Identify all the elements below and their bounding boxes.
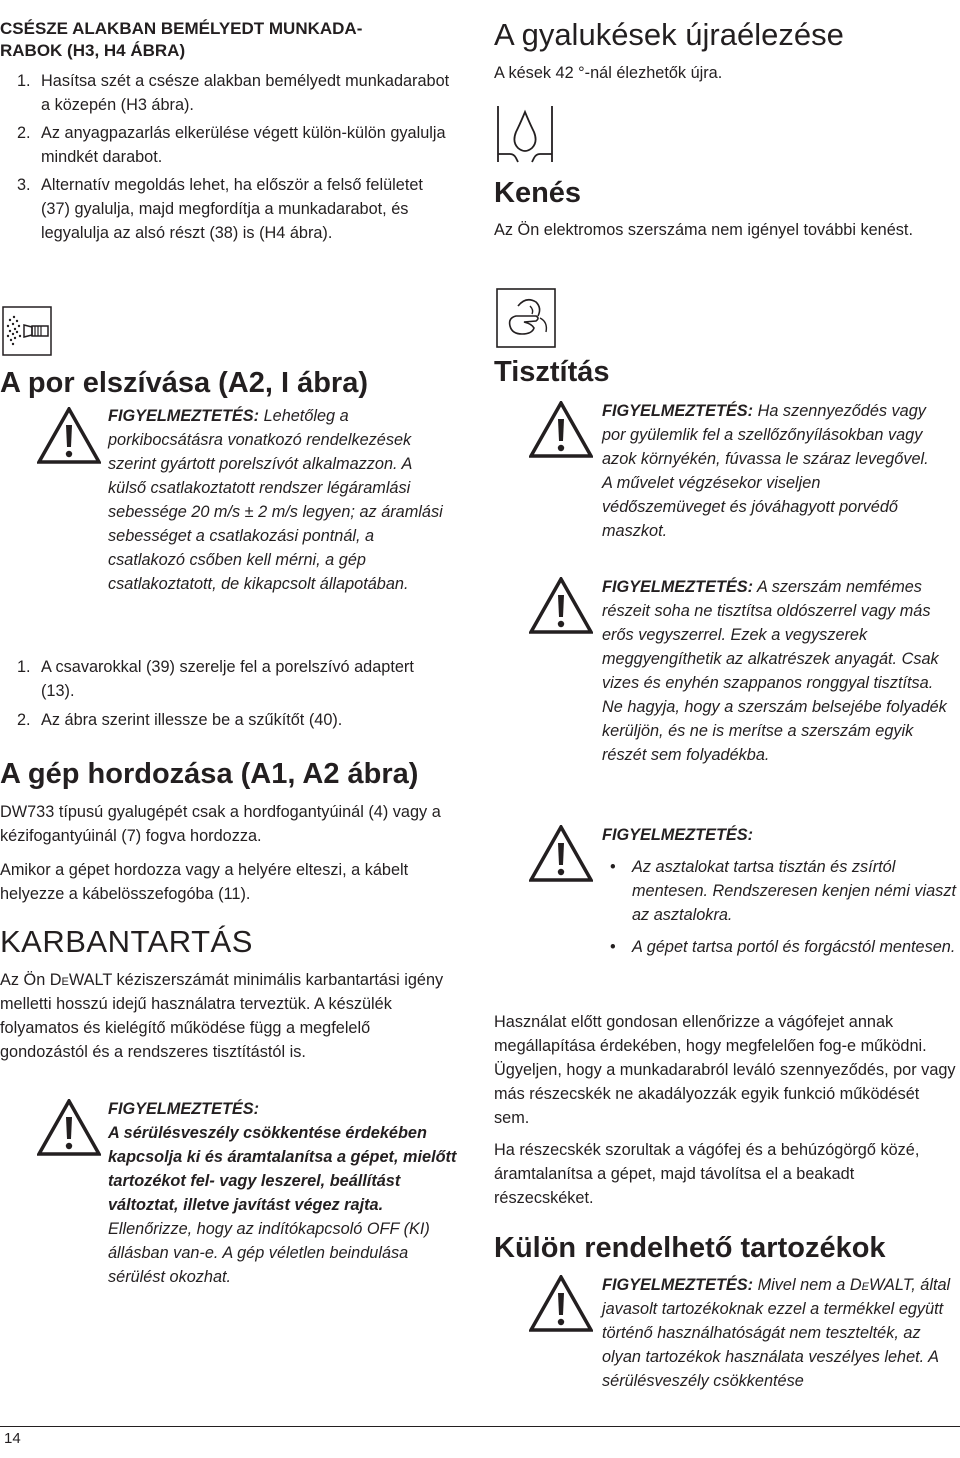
clean-bullets: [602, 855, 958, 959]
cleaning-hand-icon: [496, 288, 556, 353]
page-number: 14: [4, 1430, 21, 1447]
cup-steps: [0, 69, 450, 245]
dust-warning: [0, 404, 460, 644]
carry-heading: A gép hordozása (A1, A2 ábra): [0, 758, 419, 790]
carry-paragraph-1: DW733 típusú gyalugépét csak a hordfogantyúinál (4) vagy a kézifogantyúinál (7) fogva hordozza.: [0, 803, 441, 845]
list-item: • Az asztalokat tartsa tisztán és zsírtól mentesen. Rendszeresen kenjen némi viaszt az asztalokra.: [610, 858, 956, 924]
maintenance-warning-text: FIGYELMEZTETÉS: A sérülésveszély csökkentése érdekében kapcsolja ki és áramtalanítsa a gépet, mielőtt tartozékot fel- vagy leszerel, beállítást változtat, illetve javítást végez rajta. Ellenőrizze, hogy az indítókapcsoló OFF (KI) állásban van-e. A gép véletlen beindulása sérülést okozhat.: [108, 1100, 457, 1286]
dust-heading: A por elszívása (A2, I ábra): [0, 367, 369, 399]
carry-paragraph-2: Amikor a gépet hordozza vagy a helyére elteszi, a kábelt helyezze a kábelösszefogóba (11).: [0, 861, 409, 903]
warning-icon: [37, 407, 101, 470]
sharpen-heading: A gyalukések újraélezése: [494, 17, 844, 52]
warning-icon: [529, 401, 593, 464]
clean-warning-2: [494, 575, 956, 815]
warning-icon: [529, 1275, 593, 1338]
cup-section: [0, 18, 450, 245]
list-item: 1. A csavarokkal (39) szerelje fel a porelszívó adaptert (13).: [17, 658, 414, 700]
maintenance-paragraph: Az Ön DeWALT kéziszerszámát minimális karbantartási igény melletti hosszú idejű használatra terveztük. A készülék folyamatos és kielégítő működése függ a megfelelő gondozástól és a rendszeres tisztítástól is.: [0, 971, 444, 1061]
clean-paragraph-2: Ha részecskék szorultak a vágófej és a behúzógörgő közé, áramtalanítsa a gépet, majd távolítsa el a beakadt részecskéket.: [494, 1141, 920, 1207]
warning-icon: [529, 577, 593, 640]
accessories-warning: [494, 1273, 956, 1418]
list-item: 1. Hasítsa szét a csésze alakban bemélyedt munkadarabot a közepén (H3 ábra).: [17, 72, 450, 114]
maintenance-heading: KARBANTARTÁS: [0, 924, 253, 959]
dust-steps: [0, 655, 450, 732]
clean-warning-1-text: FIGYELMEZTETÉS: Ha szennyeződés vagy por gyülemlik fel a szellőzőnyílásokban vagy azok környékén, fúvassa le száraz levegővel. A művelet végzésekor viseljen védőszemüveget és jóváhagyott porvédő maszkot.: [602, 402, 929, 540]
clean-heading: Tisztítás: [494, 356, 610, 388]
warning-icon: [529, 825, 593, 888]
maintenance-warning: [0, 1097, 460, 1342]
lube-text: Az Ön elektromos szerszáma nem igényel további kenést.: [494, 221, 913, 239]
list-item: 2. Az anyagpazarlás elkerülése végett külön-külön gyalulja mindkét darabot.: [17, 124, 446, 166]
oil-drop-icon: [496, 104, 554, 169]
lube-heading: Kenés: [494, 177, 582, 209]
clean-warning-3: [494, 823, 956, 993]
list-item: 2. Az ábra szerint illessze be a szűkítőt (40).: [17, 711, 343, 729]
sharpen-text: A kések 42 °-nál élezhetők újra.: [494, 64, 723, 82]
list-item: • A gépet tartsa portól és forgácstól mentesen.: [610, 938, 956, 956]
accessories-warning-text: FIGYELMEZTETÉS: Mivel nem a DeWALT, által javasolt tartozékoknak ezzel a termékkel együtt történő használhatóságát nem tesztelték, az olyan tartozékok használata veszélyes lehet. A sérülésveszély csökkentése: [602, 1276, 951, 1390]
dust-extraction-icon: [2, 306, 52, 361]
footer-rule: [0, 1426, 960, 1427]
clean-warning-3-text: FIGYELMEZTETÉS: • Az asztalokat tartsa tisztán és zsírtól mentesen. Rendszeresen kenjen némi viaszt az asztalokra. • A gépet tartsa portól és forgácstól mentesen.: [602, 823, 958, 967]
dust-warning-text: FIGYELMEZTETÉS: Lehetőleg a porkibocsátásra vonatkozó rendelkezések szerint gyártott porelszívót alkalmazzon. A külső csatlakoztatott rendszer légáramlási sebessége 20 m/s ± 2 m/s legyen; az áramlási sebességet a csatlakozási pontnál, a csatlakozó csőben kell mérni, a gép csatlakoztatott, de kikapcsolt állapotában.: [108, 407, 443, 593]
clean-warning-1: [494, 399, 956, 567]
list-item: 3. Alternatív megoldás lehet, ha először a felső felületet (37) gyalulja, majd megfordítja a munkadarabot, és legyalulja az alsó részt (38) is (H4 ábra).: [17, 176, 423, 242]
warning-icon: [37, 1099, 101, 1162]
cup-heading: CSÉSZE ALAKBAN BEMÉLYEDT MUNKADA- RABOK (H3, H4 ÁBRA): [0, 19, 363, 60]
accessories-heading: Külön rendelhető tartozékok: [494, 1232, 886, 1264]
clean-paragraph-1: Használat előtt gondosan ellenőrizze a vágófejet annak megállapítása érdekében, hogy megfelelően fog-e működni. Ügyeljen, hogy a munkadarabról leváló szennyeződés, por vagy más részecskék ne akadályozzák egyik funkció működését sem.: [494, 1013, 956, 1127]
clean-warning-2-text: FIGYELMEZTETÉS: A szerszám nemfémes részeit soha ne tisztítsa oldószerrel vagy más erős vegyszerrel. Ezek a vegyszerek meggyengíthetik az alkatrészek anyagát. Csak vizes és enyhén szappanos ronggyal tisztítsa. Ne hagyja, hogy a szerszám belsejébe folyadék kerüljön, és ne is merítse a szerszám egyik részét sem folyadékba.: [602, 578, 947, 764]
